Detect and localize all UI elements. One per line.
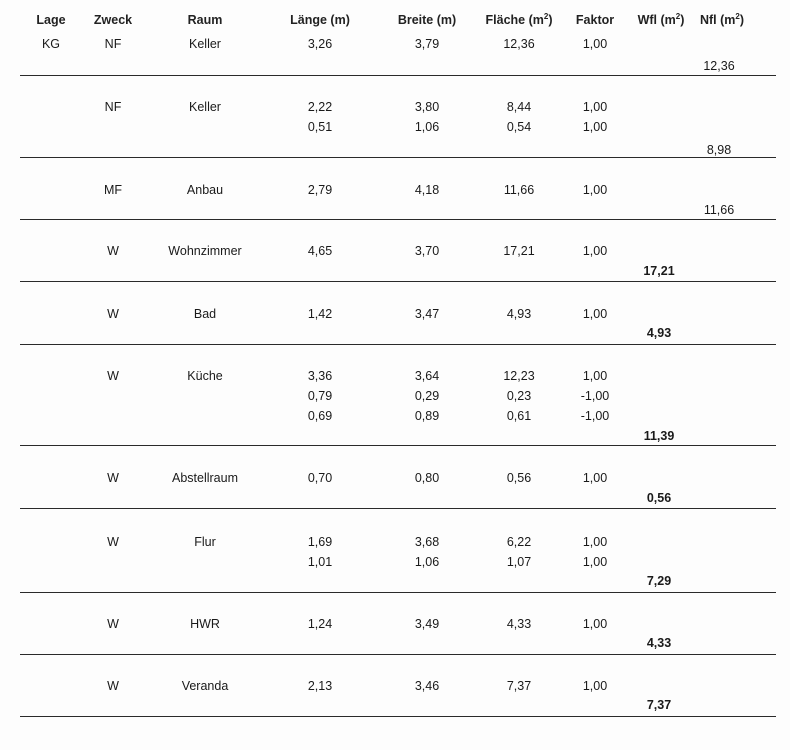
row-divider <box>20 716 776 717</box>
cell-faktor: 1,00 <box>582 617 608 631</box>
header-wfl-text: Wfl (m <box>637 13 676 27</box>
cell-zweck: W <box>107 369 119 383</box>
cell-faktor: 1,00 <box>582 100 608 114</box>
header-faktor: Faktor <box>575 13 615 27</box>
cell-faktor: 1,00 <box>582 369 608 383</box>
cell-zweck: W <box>107 244 119 258</box>
cell-flaeche: 0,23 <box>506 389 532 403</box>
cell-flaeche: 7,37 <box>506 679 532 693</box>
cell-raum: HWR <box>190 617 220 631</box>
cell-raum: Anbau <box>186 183 224 197</box>
cell-faktor: 1,00 <box>582 555 608 569</box>
cell-raum: Keller <box>189 100 221 114</box>
cell-raum: Abstellraum <box>172 471 238 485</box>
header-wfl <box>638 13 685 27</box>
row-divider <box>20 508 776 509</box>
cell-laenge: 4,65 <box>307 244 333 258</box>
cell-wfl-total: 4,33 <box>646 636 672 650</box>
cell-breite: 4,18 <box>414 183 440 197</box>
cell-raum: Küche <box>187 369 223 383</box>
cell-laenge: 2,22 <box>307 100 333 114</box>
row-divider <box>20 157 776 158</box>
row-divider <box>20 592 776 593</box>
row-divider <box>20 344 776 345</box>
cell-laenge: 0,51 <box>307 120 333 134</box>
cell-breite: 1,06 <box>414 120 440 134</box>
cell-flaeche: 11,66 <box>503 183 535 197</box>
cell-faktor: 1,00 <box>582 183 608 197</box>
cell-faktor: 1,00 <box>582 679 608 693</box>
cell-laenge: 0,79 <box>307 389 333 403</box>
row-divider <box>20 445 776 446</box>
header-flaeche-text: Fläche (m <box>485 13 544 27</box>
cell-breite: 0,89 <box>414 409 440 423</box>
header-laenge: Länge (m) <box>290 13 350 27</box>
header-breite: Breite (m) <box>397 13 457 27</box>
cell-lage: KG <box>41 37 61 51</box>
cell-nfl-total: 12,36 <box>703 59 735 73</box>
cell-laenge: 0,70 <box>307 471 333 485</box>
cell-laenge: 2,79 <box>307 183 333 197</box>
cell-breite: 3,68 <box>414 535 440 549</box>
cell-flaeche: 1,07 <box>506 555 532 569</box>
cell-breite: 3,47 <box>414 307 440 321</box>
cell-zweck: W <box>107 679 119 693</box>
row-divider <box>20 654 776 655</box>
header-flaeche-exponent: 2 <box>543 11 549 21</box>
cell-flaeche: 0,61 <box>506 409 532 423</box>
cell-flaeche: 0,56 <box>506 471 532 485</box>
cell-zweck: W <box>107 307 119 321</box>
cell-flaeche: 0,54 <box>506 120 532 134</box>
header-nfl-text: Nfl (m <box>699 13 736 27</box>
cell-faktor: 1,00 <box>582 244 608 258</box>
cell-breite: 3,46 <box>414 679 440 693</box>
cell-wfl-total: 4,93 <box>646 326 672 340</box>
cell-faktor: -1,00 <box>580 389 610 403</box>
row-divider <box>20 75 776 76</box>
cell-flaeche: 17,21 <box>503 244 535 258</box>
cell-nfl-total: 8,98 <box>706 143 732 157</box>
cell-wfl-total: 17,21 <box>643 264 675 278</box>
header-zweck: Zweck <box>93 13 133 27</box>
cell-laenge: 3,26 <box>307 37 333 51</box>
cell-wfl-total: 7,37 <box>646 698 672 712</box>
cell-breite: 3,80 <box>414 100 440 114</box>
cell-zweck: NF <box>104 37 122 51</box>
header-wfl-exponent: 2 <box>675 11 681 21</box>
cell-zweck: W <box>107 535 119 549</box>
row-divider <box>20 219 776 220</box>
cell-breite: 3,70 <box>414 244 440 258</box>
header-nfl-exponent: 2 <box>735 11 740 21</box>
cell-faktor: 1,00 <box>582 307 608 321</box>
cell-zweck: NF <box>104 100 122 114</box>
header-raum: Raum <box>187 13 223 27</box>
cell-flaeche: 4,93 <box>506 307 532 321</box>
cell-breite: 1,06 <box>414 555 440 569</box>
cell-faktor: 1,00 <box>582 120 608 134</box>
cell-flaeche: 4,33 <box>506 617 532 631</box>
cell-laenge: 1,42 <box>307 307 333 321</box>
cell-laenge: 1,01 <box>307 555 333 569</box>
cell-laenge: 1,69 <box>307 535 333 549</box>
cell-breite: 0,29 <box>414 389 440 403</box>
cell-flaeche: 12,36 <box>503 37 535 51</box>
header-flaeche-close: ) <box>548 13 553 27</box>
cell-laenge: 0,69 <box>307 409 333 423</box>
cell-faktor: 1,00 <box>582 535 608 549</box>
cell-raum: Wohnzimmer <box>168 244 242 258</box>
cell-zweck: W <box>107 471 119 485</box>
row-divider <box>20 281 776 282</box>
cell-wfl-total: 7,29 <box>646 574 672 588</box>
header-lage: Lage <box>36 13 66 27</box>
header-wfl-close: ) <box>680 13 685 27</box>
cell-zweck: MF <box>103 183 123 197</box>
cell-laenge: 3,36 <box>307 369 333 383</box>
cell-raum: Flur <box>194 535 216 549</box>
cell-laenge: 1,24 <box>307 617 333 631</box>
header-nfl <box>700 13 744 27</box>
cell-zweck: W <box>107 617 119 631</box>
cell-flaeche: 8,44 <box>506 100 532 114</box>
cell-breite: 3,64 <box>414 369 440 383</box>
cell-faktor: 1,00 <box>582 37 608 51</box>
cell-breite: 3,79 <box>414 37 440 51</box>
cell-nfl-total: 11,66 <box>703 203 735 217</box>
cell-raum: Bad <box>193 307 217 321</box>
cell-laenge: 2,13 <box>307 679 333 693</box>
header-nfl-close: ) <box>739 13 745 27</box>
cell-flaeche: 12,23 <box>503 369 535 383</box>
cell-raum: Veranda <box>181 679 229 693</box>
cell-flaeche: 6,22 <box>506 535 532 549</box>
cell-raum: Keller <box>189 37 221 51</box>
cell-breite: 0,80 <box>414 471 440 485</box>
header-flaeche <box>486 13 553 27</box>
cell-breite: 3,49 <box>414 617 440 631</box>
cell-faktor: 1,00 <box>582 471 608 485</box>
cell-wfl-total: 11,39 <box>643 429 675 443</box>
cell-faktor: -1,00 <box>580 409 610 423</box>
cell-wfl-total: 0,56 <box>646 491 672 505</box>
